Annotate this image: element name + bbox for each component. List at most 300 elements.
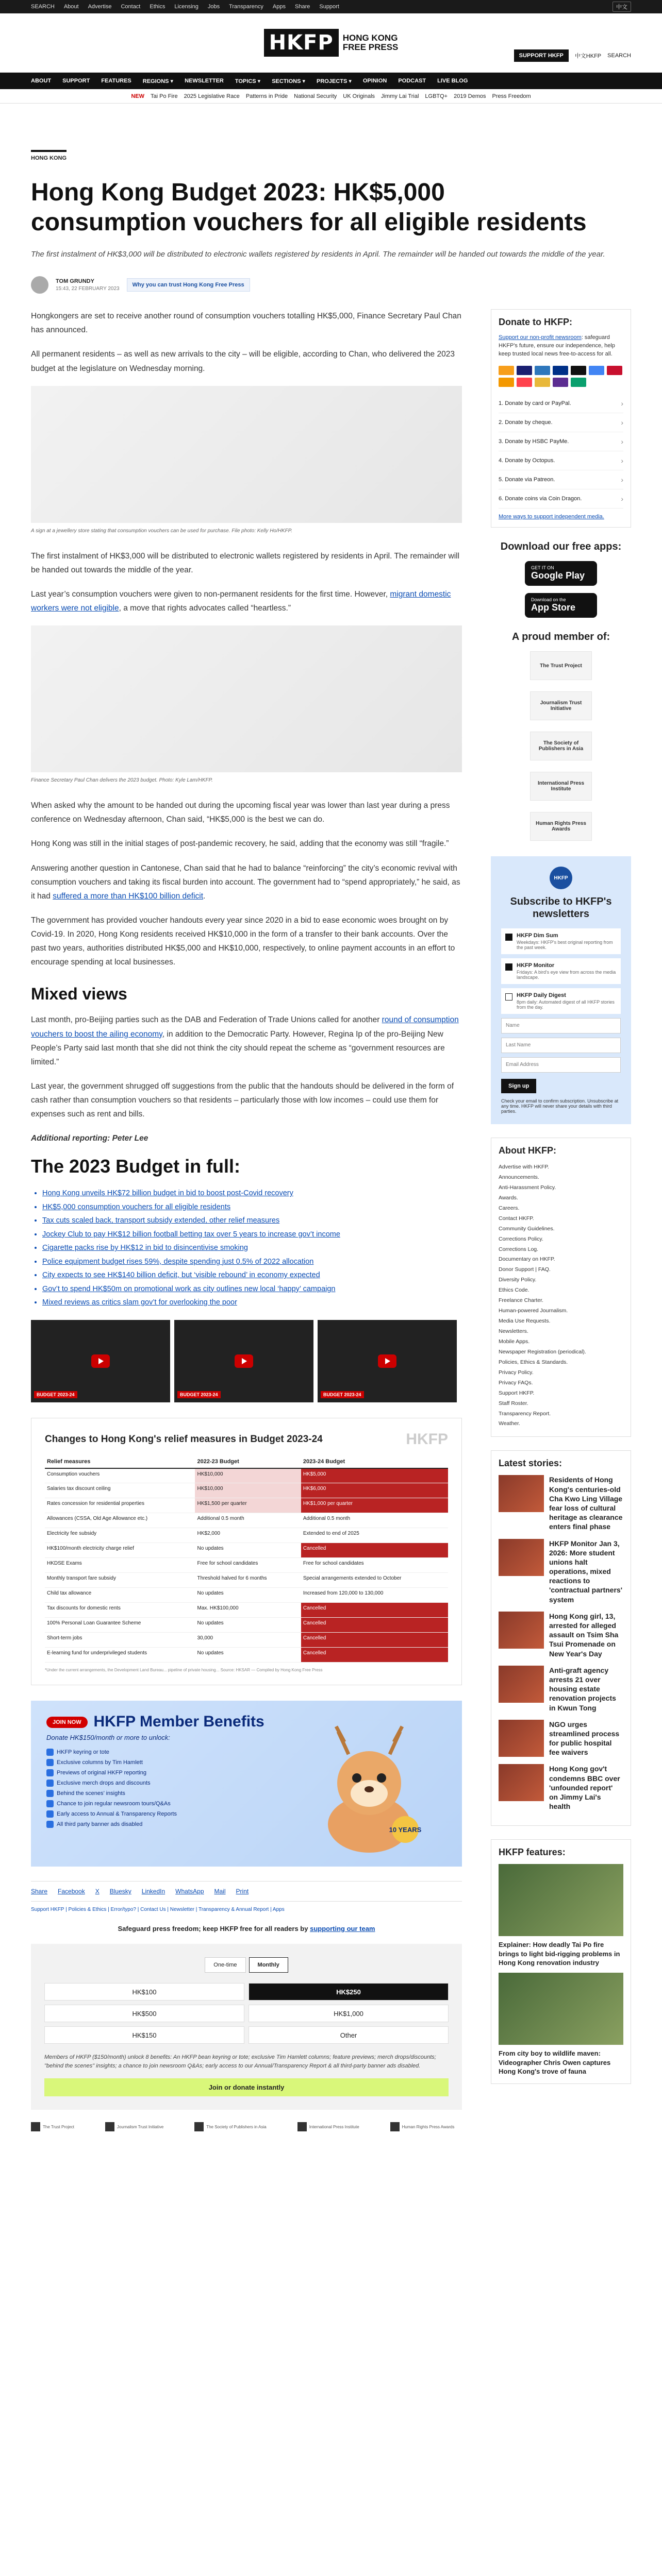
support-link[interactable]: Support <box>319 4 339 10</box>
relief-measures-table-card <box>31 1418 462 1686</box>
budget-story-link[interactable]: • Hong Kong unveils HK$72 billion budget in bid to boost post-Covid recovery <box>42 1188 462 1199</box>
newsletter-fine-print: Check your email to confirm subscription. Unsubscribe at any time. HKFP will never share your details with third parties. <box>501 1098 619 1114</box>
table-row <box>45 1573 448 1588</box>
table-cell: HKDSE Exams <box>45 1558 195 1573</box>
donation-method[interactable]: 5. Donate via Patreon. › <box>499 470 623 489</box>
table-cell: Additional 0.5 month <box>195 1513 301 1528</box>
table-cell: Allowances (CSSA, Old Age Allowance etc.) <box>45 1513 195 1528</box>
latest-story[interactable] <box>499 1764 623 1811</box>
video-tag: BUDGET 2023-24 <box>321 1391 364 1398</box>
photo-caption: A sign at a jewellery store stating that consumption vouchers can be used for purchase. File photo: Kelly Ho/HKFP. <box>31 528 292 534</box>
nav-item[interactable]: PROJECTS ▾ <box>317 78 352 84</box>
paragraph: Hong Kong was still in the initial stages of post-pandemic recovery, he said, adding that the economy was still “fragile.” <box>31 839 449 849</box>
table-cell: Cancelled <box>301 1543 448 1558</box>
newsletter-desc: Weekdays: HKFP's best original reporting from the past week. <box>517 940 613 950</box>
table-cell: No updates <box>195 1618 301 1633</box>
story-headline[interactable]: Residents of Hong Kong's centuries-old Cha Kwo Ling Village fear loss of cultural heritage as clearance enters final phase <box>549 1476 623 1531</box>
table-cell: Increased from 120,000 to 130,000 <box>301 1588 448 1603</box>
benefit-item: All third party banner ads disabled <box>46 1821 446 1828</box>
about-link[interactable]: Privacy FAQs. <box>499 1379 533 1386</box>
member-org-logo[interactable]: Human Rights Press Awards <box>530 812 592 841</box>
trending-link[interactable]: Patterns in Pride <box>245 93 288 99</box>
donation-method[interactable]: 4. Donate by Octopus. › <box>499 451 623 470</box>
benefit-item: Previews of original HKFP reporting <box>46 1769 446 1776</box>
apple-pay-icon <box>571 366 586 375</box>
table-cell: HK$2,000 <box>195 1528 301 1543</box>
nav-item[interactable]: OPINION <box>362 78 387 84</box>
trending-link[interactable]: LGBTQ+ <box>425 93 448 99</box>
amount-option[interactable]: HK$100 <box>44 1983 244 2001</box>
trending-link[interactable]: UK Originals <box>343 93 375 99</box>
about-link[interactable]: Ethics Code. <box>499 1287 529 1294</box>
article-footer-links[interactable]: Support HKFP | Policies & Ethics | Error/typo? | Contact Us | Newsletter | Transparency & Annual Report | Apps <box>31 1907 285 1913</box>
table-cell: Short-term jobs <box>45 1633 195 1648</box>
article-photo-jewellery <box>31 386 462 523</box>
about-link[interactable]: Media Use Requests. <box>499 1318 551 1325</box>
press-member-name: Human Rights Press Awards <box>402 2124 455 2129</box>
migrant-workers-link[interactable]: migrant domestic workers were not eligible <box>31 589 451 613</box>
google-pay-icon <box>589 366 604 375</box>
about-link[interactable]: Awards. <box>499 1194 518 1201</box>
latest-stories-box <box>491 1450 631 1826</box>
paragraph: Last year’s consumption vouchers were given to non-permanent residents for the first time. However, migrant domestic workers were not eligible, a move that rights advocates called “heartless.” <box>31 589 451 613</box>
search-link[interactable]: SEARCH <box>31 4 55 10</box>
proud-member-heading: A proud member of: <box>511 631 610 642</box>
share-whatsapp-link[interactable]: WhatsApp <box>175 1888 204 1895</box>
features-box <box>491 1839 631 2083</box>
site-header <box>0 13 662 73</box>
author-avatar <box>31 276 48 294</box>
first-name-input[interactable]: Name <box>501 1018 621 1033</box>
about-link[interactable]: Staff Roster. <box>499 1400 528 1406</box>
benefit-item: Exclusive merch drops and discounts <box>46 1780 446 1787</box>
budget-heading: The 2023 Budget in full: <box>31 1156 241 1177</box>
story-thumbnail[interactable] <box>499 1666 544 1703</box>
paragraph: The government has provided voucher handouts every year since 2020 in a bid to ease economic woes brought on by Covid-19. In 2020, Hong Kong residents received HK$10,000 in the form of a transfer to their bank accounts. Over the past two years, authorities distributed HK$5,000 and HK$10,000, respectively, to online payment accounts in an effort to encourage spending at local businesses. <box>31 916 455 967</box>
feature-headline[interactable]: From city boy to wildlife maven: Videographer Chris Owen captures Hong Kong's trove of fauna <box>499 2049 611 2076</box>
newsletter-desc: 8pm daily: Automated digest of all HKFP stories from the day. <box>517 999 615 1010</box>
video-thumbnail[interactable] <box>318 1320 457 1402</box>
about-link[interactable]: Human-powered Journalism. <box>499 1308 568 1314</box>
latest-story[interactable] <box>499 1539 623 1604</box>
share-facebook-link[interactable]: Facebook <box>58 1888 85 1895</box>
table-cell: Salaries tax discount ceiling <box>45 1483 195 1498</box>
video-tag: BUDGET 2023-24 <box>177 1391 221 1398</box>
nav-item[interactable]: TOPICS ▾ <box>235 78 261 84</box>
table-row <box>45 1558 448 1573</box>
amount-option[interactable]: HK$150 <box>44 2026 244 2044</box>
amount-option[interactable]: HK$1,000 <box>249 2005 449 2022</box>
latest-story[interactable] <box>499 1475 623 1531</box>
nav-item[interactable]: SECTIONS ▾ <box>272 78 305 84</box>
table-row <box>45 1543 448 1558</box>
feature-image[interactable] <box>499 1973 623 2045</box>
trending-bar <box>0 89 662 104</box>
table-row <box>45 1618 448 1633</box>
join-now-badge[interactable]: JOIN NOW <box>46 1717 88 1728</box>
story-thumbnail[interactable] <box>499 1539 544 1576</box>
language-toggle[interactable]: 中文 <box>613 2 631 12</box>
jobs-link[interactable]: Jobs <box>207 4 220 10</box>
table-cell: Free for school candidates <box>195 1558 301 1573</box>
share-print-link[interactable]: Print <box>236 1888 249 1895</box>
table-row <box>45 1513 448 1528</box>
benefit-item: Exclusive columns by Tim Hamlett <box>46 1759 446 1766</box>
header-search-link[interactable]: SEARCH <box>607 53 631 59</box>
vouchers-boost-link[interactable]: round of consumption vouchers to boost the ailing economy <box>31 1015 459 1039</box>
table-cell: 30,000 <box>195 1633 301 1648</box>
about-link[interactable]: Donor Support | FAQ. <box>499 1266 551 1273</box>
member-org-logo[interactable]: International Press Institute <box>530 772 592 801</box>
press-member-name: International Press Institute <box>309 2124 359 2129</box>
newsletter-checkbox[interactable] <box>505 963 512 971</box>
newsletter-checkbox[interactable] <box>505 993 512 1001</box>
about-link[interactable]: Freelance Charter. <box>499 1297 543 1304</box>
table-cell: E-learning fund for underprivileged students <box>45 1648 195 1663</box>
nav-item[interactable]: NEWSLETTER <box>185 78 224 84</box>
bank-icon <box>571 378 586 387</box>
table-row <box>45 1588 448 1603</box>
video-thumbnail[interactable] <box>31 1320 170 1402</box>
table-row <box>45 1528 448 1543</box>
member-logo-icon <box>194 2122 204 2131</box>
latest-story[interactable] <box>499 1666 623 1713</box>
ethics-link[interactable]: Ethics <box>150 4 166 10</box>
features-heading: HKFP features: <box>499 1847 566 1858</box>
press-member-logo[interactable] <box>31 2122 74 2131</box>
table-cell: Max. HK$100,000 <box>195 1603 301 1618</box>
table-cell: HK$6,000 <box>301 1483 448 1498</box>
about-link[interactable]: Announcements. <box>499 1174 539 1180</box>
newsletter-logo: HKFP <box>550 867 572 889</box>
photo-caption: Finance Secretary Paul Chan delivers the 2023 budget. Photo: Kyle Lam/HKFP. <box>31 777 213 784</box>
paragraph: Last month, pro-Beijing parties such as the DAB and Federation of Trade Unions called for another round of consumption vouchers to boost the ailing economy, in addition to the Democratic Party. However, Regina Ip of the pro-Beijing New People’s Party said last month that she did not think the city should repeat the scheme as “government resources are limited.” <box>31 1015 459 1066</box>
table-cell: Extended to end of 2025 <box>301 1528 448 1543</box>
table-cell: Threshold halved for 6 months <box>195 1573 301 1588</box>
app-store-button[interactable]: Download on the App Store <box>525 593 597 618</box>
table-header: 2022-23 Budget <box>195 1455 301 1468</box>
newsletter-box <box>491 856 631 1124</box>
latest-story[interactable] <box>499 1720 623 1757</box>
video-strip <box>31 1320 462 1402</box>
play-icon <box>235 1354 253 1368</box>
additional-reporting: Additional reporting: Peter Lee <box>31 1134 148 1143</box>
article-title: Hong Kong Budget 2023: HK$5,000 consumption vouchers for all eligible residents <box>31 179 587 236</box>
budget-story-link[interactable]: • Gov’t to spend HK$50m on promotional work as city outlines new local ‘happy’ campaign <box>42 1283 462 1295</box>
mascot-deer-icon <box>307 1721 431 1855</box>
press-member-name: Journalism Trust Initiative <box>117 2124 164 2129</box>
member-org-logo[interactable]: The Trust Project <box>530 651 592 680</box>
nav-item[interactable]: FEATURES <box>101 78 131 84</box>
share-bar <box>31 1881 462 1902</box>
member-logo-icon <box>105 2122 114 2131</box>
press-member-logo[interactable] <box>194 2122 267 2131</box>
about-link[interactable]: Policies, Ethics & Standards. <box>499 1359 568 1365</box>
support-hkfp-button[interactable]: SUPPORT HKFP <box>514 49 569 62</box>
share-mail-link[interactable]: Mail <box>214 1888 226 1895</box>
about-link[interactable]: Corrections Policy. <box>499 1235 543 1242</box>
table-cell: Cancelled <box>301 1648 448 1663</box>
about-link[interactable]: Mobile Apps. <box>499 1338 530 1345</box>
member-logos <box>491 651 631 841</box>
share-linkedin-link[interactable]: LinkedIn <box>141 1888 166 1895</box>
byline <box>31 276 631 294</box>
paragraph: The first instalment of HK$3,000 will be distributed to electronic wallets registered by residents in April. The remainder will be handed out towards the middle of the year. <box>31 551 460 574</box>
table-cell: Additional 0.5 month <box>301 1513 448 1528</box>
press-member-logo[interactable] <box>105 2122 163 2131</box>
budget-story-link[interactable]: • Cigarette packs rise by HK$12 in bid to disincentivise smoking <box>42 1242 462 1253</box>
nav-item[interactable]: REGIONS ▾ <box>142 78 174 84</box>
subheading-mixed-views: Mixed views <box>31 985 127 1004</box>
share-share-link[interactable]: Share <box>31 1888 48 1895</box>
visa-icon <box>517 366 532 375</box>
table-cell: HK$100/month electricity charge relief <box>45 1543 195 1558</box>
donation-method[interactable]: 1. Donate by card or PayPal. › <box>499 394 623 413</box>
apps-heading: Download our free apps: <box>500 541 622 552</box>
about-link[interactable]: Careers. <box>499 1205 520 1211</box>
author-name[interactable]: TOM GRUNDY <box>56 278 94 285</box>
apps-link[interactable]: Apps <box>272 4 286 10</box>
paragraph: Hongkongers are set to receive another round of consumption vouchers totalling HK$5,000, Finance Secretary Paul Chan has announced. <box>31 312 461 335</box>
paragraph: When asked why the amount to be handed out during the upcoming fiscal year was lower than last year during a press conference on Wednesday afternoon, Chan said, “HK$5,000 is the best we can do. <box>31 801 450 824</box>
newsletter-option[interactable] <box>501 928 621 954</box>
video-tag: BUDGET 2023-24 <box>34 1391 77 1398</box>
story-headline[interactable]: Anti-graft agency arrests 21 over housing estate renovation projects in Kwun Tong <box>549 1666 616 1712</box>
about-link[interactable]: Newsletters. <box>499 1328 528 1334</box>
press-memberships-row <box>31 2122 462 2152</box>
publish-date: 15:43, 22 FEBRUARY 2023 <box>56 286 120 292</box>
table-note: *Under the current arrangements, the Development Land Bureau... pipeline of private housing... Source: HKSAR — Compiled by Hong Kong Free Press <box>45 1668 323 1673</box>
donation-widget <box>31 1944 462 2110</box>
story-headline[interactable]: NGO urges streamlined process for public hospital fee waivers <box>549 1720 620 1757</box>
one-time-tab[interactable]: One-time <box>205 1957 245 1973</box>
benefit-item: Early access to Annual & Transparency Reports <box>46 1810 446 1818</box>
table-cell: HK$5,000 <box>301 1468 448 1483</box>
support-team-link[interactable]: supporting our team <box>310 1925 375 1933</box>
table-row <box>45 1483 448 1498</box>
benefit-item: Behind the scenes’ insights <box>46 1790 446 1797</box>
latest-heading: Latest stories: <box>499 1458 562 1469</box>
newsletter-checkbox[interactable] <box>505 934 512 941</box>
about-heading: About HKFP: <box>499 1145 556 1156</box>
deficit-link[interactable]: suffered a more than HK$100 billion deficit <box>53 891 204 901</box>
table-row <box>45 1468 448 1483</box>
transparency-link[interactable]: Transparency <box>229 4 263 10</box>
site-logo[interactable] <box>264 29 399 57</box>
newsletter-desc: Fridays: A bird's eye view from across the media landscape. <box>517 970 616 980</box>
coin-dragon-icon <box>535 378 550 387</box>
story-thumbnail[interactable] <box>499 1612 544 1649</box>
donate-heading: Donate to HKFP: <box>499 317 572 328</box>
member-benefit-text: Members of HKFP ($150/month) unlock 8 benefits: An HKFP bean keyring or tote; exclusive Tim Hamlett columns; feature previews; merch drops/discounts; "behind the scenes" insights; a chance to join newsroom Q&As; early access to our Annual/Transparency Report & all third-party banner ads disabled. <box>44 2054 436 2069</box>
trending-link[interactable]: Press Freedom <box>492 93 531 99</box>
latest-story[interactable] <box>499 1612 623 1658</box>
table-cell: Monthly transport fare subsidy <box>45 1573 195 1588</box>
table-cell: HK$10,000 <box>195 1468 301 1483</box>
safeguard-line: Safeguard press freedom; keep HKFP free for all readers by supporting our team <box>118 1925 375 1933</box>
story-thumbnail[interactable] <box>499 1475 544 1512</box>
mastercard-icon <box>499 366 514 375</box>
table-row <box>45 1603 448 1618</box>
newsletter-heading: Subscribe to HKFP's newsletters <box>510 896 612 920</box>
play-icon <box>91 1354 110 1368</box>
anniversary-badge: 10 YEARS <box>389 1826 422 1834</box>
member-logo-icon <box>31 2122 40 2131</box>
trust-link[interactable]: Why you can trust Hong Kong Free Press <box>127 278 250 292</box>
budget-story-link[interactable]: • Tax cuts scaled back, transport subsidy extended, other relief measures <box>42 1215 462 1226</box>
about-link[interactable]: Transparency Report. <box>499 1410 551 1417</box>
member-subtitle: Donate HK$150/month or more to unlock: <box>46 1734 170 1742</box>
payme-icon <box>607 366 622 375</box>
amex-icon <box>535 366 550 375</box>
budget-story-link[interactable]: • Mixed reviews as critics slam gov’t for overlooking the poor <box>42 1297 462 1308</box>
video-thumbnail[interactable] <box>174 1320 313 1402</box>
about-link[interactable]: Diversity Policy. <box>499 1277 537 1283</box>
trending-link[interactable]: Jimmy Lai Trial <box>381 93 419 99</box>
about-link[interactable]: Anti-Harassment Policy. <box>499 1184 556 1191</box>
newsletter-name: HKFP Daily Digest <box>517 992 566 998</box>
newsletter-option[interactable] <box>501 988 621 1014</box>
section-tag[interactable]: HONG KONG <box>31 150 67 161</box>
about-link[interactable]: Support HKFP. <box>499 1389 535 1396</box>
paragraph: Answering another question in Cantonese, Chan said that he had to balance “reinforcing” the city’s economic revival with consumption vouchers and taking its fiscal burden into account. The government had to “spend appropriately,” he said, as it had suffered a more than HK$100 billion deficit. <box>31 863 460 901</box>
table-row <box>45 1498 448 1513</box>
amount-option-other[interactable]: Other <box>249 2026 449 2044</box>
table-cell: No updates <box>195 1648 301 1663</box>
about-link[interactable]: About <box>63 4 79 10</box>
newsletter-name: HKFP Monitor <box>517 962 555 969</box>
table-cell: Cancelled <box>301 1618 448 1633</box>
support-newsroom-link[interactable]: Support our non-profit newsroom <box>499 334 582 341</box>
share-bluesky-link[interactable]: Bluesky <box>109 1888 131 1895</box>
google-play-button[interactable]: GET IT ON Google Play <box>525 561 597 586</box>
table-header: Relief measures <box>45 1455 195 1468</box>
table-cell: HK$1,500 per quarter <box>195 1498 301 1513</box>
logo-mark: HKFP <box>264 29 339 57</box>
about-link[interactable]: Newspaper Registration (periodical). <box>499 1348 586 1355</box>
about-link[interactable]: Weather. <box>499 1420 520 1427</box>
press-member-logo[interactable] <box>297 2122 359 2131</box>
about-link[interactable]: Contact HKFP. <box>499 1215 534 1222</box>
table-cell: Cancelled <box>301 1633 448 1648</box>
story-headline[interactable]: Hong Kong girl, 13, arrested for alleged assault on Tsim Sha Tsui Promenade on New Year's Day <box>549 1612 619 1658</box>
new-label: NEW <box>131 93 144 99</box>
table-cell: HK$10,000 <box>195 1483 301 1498</box>
member-logo-icon <box>390 2122 400 2131</box>
donation-method[interactable]: 6. Donate coins via Coin Dragon. › <box>499 489 623 509</box>
story-thumbnail[interactable] <box>499 1720 544 1757</box>
about-link[interactable]: Community Guidelines. <box>499 1225 555 1232</box>
licensing-link[interactable]: Licensing <box>174 4 198 10</box>
member-org-logo[interactable]: The Society of Publishers in Asia <box>530 732 592 760</box>
member-title: HKFP Member Benefits <box>93 1713 264 1731</box>
table-title: Changes to Hong Kong's relief measures in Budget 2023-24 <box>45 1433 323 1445</box>
paypal-icon <box>553 366 568 375</box>
top-utility-bar <box>0 0 662 13</box>
donation-method[interactable]: 2. Donate by cheque. › <box>499 413 623 432</box>
cheque-icon <box>553 378 568 387</box>
about-link[interactable]: Documentary on HKFP. <box>499 1256 555 1263</box>
last-name-input[interactable]: Last Name <box>501 1038 621 1053</box>
story-thumbnail[interactable] <box>499 1764 544 1801</box>
payment-method-icons <box>499 366 623 387</box>
newsletter-name: HKFP Dim Sum <box>517 933 558 939</box>
contact-link[interactable]: Contact <box>121 4 141 10</box>
paragraph: All permanent residents – as well as new arrivals to the city – will be eligible, according to Chan, who delivered the 2023 budget at the legislature on Wednesday morning. <box>31 350 455 373</box>
press-member-name: The Society of Publishers in Asia <box>206 2124 267 2129</box>
table-cell: No updates <box>195 1543 301 1558</box>
press-member-name: The Trust Project <box>43 2124 74 2129</box>
member-logo-icon <box>297 2122 307 2131</box>
advertise-link[interactable]: Advertise <box>88 4 112 10</box>
benefit-item: HKFP keyring or tote <box>46 1749 446 1756</box>
newsletter-option[interactable] <box>501 958 621 984</box>
share-link[interactable]: Share <box>295 4 310 10</box>
article-lead: The first instalment of HK$3,000 will be distributed to electronic wallets registered by residents in April. The remainder will be handed out towards the middle of the year. <box>31 250 605 259</box>
budget-story-link[interactable]: • HK$5,000 consumption vouchers for all eligible residents <box>42 1201 462 1213</box>
member-benefits-banner[interactable] <box>31 1701 462 1867</box>
nav-item[interactable]: ABOUT <box>31 78 52 84</box>
feature-image[interactable] <box>499 1864 623 1936</box>
relief-measures-table <box>45 1455 448 1663</box>
about-link[interactable]: Advertise with HKFP. <box>499 1164 549 1170</box>
trending-link[interactable]: Tai Po Fire <box>150 93 178 99</box>
more-ways-link[interactable]: More ways to support independent media. <box>499 514 604 520</box>
table-cell: Electricity fee subsidy <box>45 1528 195 1543</box>
donation-method[interactable]: 3. Donate by HSBC PayMe. › <box>499 432 623 451</box>
table-cell: Rates concession for residential properties <box>45 1498 195 1513</box>
table-cell: 100% Personal Loan Guarantee Scheme <box>45 1618 195 1633</box>
chinese-site-link[interactable]: 中文HKFP <box>574 53 602 59</box>
budget-story-link[interactable]: • Jockey Club to pay HK$12 billion football betting tax over 5 years to increase gov’t income <box>42 1229 462 1240</box>
trending-link[interactable]: National Security <box>294 93 337 99</box>
budget-story-link[interactable]: • City expects to see HK$140 billion deficit, but ‘visible rebound’ in economy expected <box>42 1269 462 1281</box>
table-cell: No updates <box>195 1588 301 1603</box>
main-nav <box>0 73 662 89</box>
donate-box: Donate to HKFP: Support our non-profit newsroom: safeguard HKFP's future, ensure our independence, help keep trusted local news free-to-access for all. 1. Donate by card or PayPal. › 2. Donate by cheque. › 3. Donate by HSBC PayMe. › 4. Donate by Octopus. › 5. Donate via Patreon. › 6. Donate coins via Coin Dragon. › More ways to support independent media. <box>491 309 631 528</box>
table-cell: HK$1,000 per quarter <box>301 1498 448 1513</box>
table-cell: Consumption vouchers <box>45 1468 195 1483</box>
about-link[interactable]: Corrections Log. <box>499 1246 539 1252</box>
nav-item[interactable]: LIVE BLOG <box>437 78 468 84</box>
story-headline[interactable]: Hong Kong gov't condemns BBC over 'unfounded report' on Jimmy Lai's health <box>549 1765 620 1811</box>
donation-methods-list <box>499 394 623 509</box>
amount-option[interactable]: HK$500 <box>44 2005 244 2022</box>
amount-option-selected[interactable]: HK$250 <box>249 1983 449 2001</box>
share-x-link[interactable]: X <box>95 1888 100 1895</box>
trending-link[interactable]: 2019 Demos <box>454 93 486 99</box>
email-input[interactable]: Email Address <box>501 1057 621 1073</box>
budget-story-link[interactable]: • Police equipment budget rises 59%, despite spending just 0.5% of 2022 allocation <box>42 1256 462 1267</box>
sign-up-button[interactable]: Sign up <box>501 1079 536 1093</box>
feature-headline[interactable]: Explainer: How deadly Tai Po fire brings to light bid-rigging problems in Hong Kong renovation industry <box>499 1941 620 1967</box>
press-member-logo[interactable] <box>390 2122 455 2131</box>
nav-item[interactable]: PODCAST <box>398 78 426 84</box>
about-link[interactable]: Privacy Policy. <box>499 1369 534 1376</box>
table-row <box>45 1633 448 1648</box>
story-headline[interactable]: HKFP Monitor Jan 3, 2026: More student unions halt operations, mixed reactions to 'contractual partners' system <box>549 1539 623 1604</box>
monthly-tab[interactable]: Monthly <box>249 1957 288 1973</box>
budget-links-list <box>31 1188 462 1308</box>
member-org-logo[interactable]: Journalism Trust Initiative <box>530 691 592 720</box>
trending-link[interactable]: 2025 Legislative Race <box>184 93 240 99</box>
nav-item[interactable]: SUPPORT <box>62 78 90 84</box>
join-donate-button[interactable]: Join or donate instantly <box>44 2078 449 2096</box>
logo-text: HONG KONG FREE PRESS <box>342 33 399 52</box>
table-row <box>45 1648 448 1663</box>
sidebar <box>491 309 631 2152</box>
table-cell: Child tax allowance <box>45 1588 195 1603</box>
